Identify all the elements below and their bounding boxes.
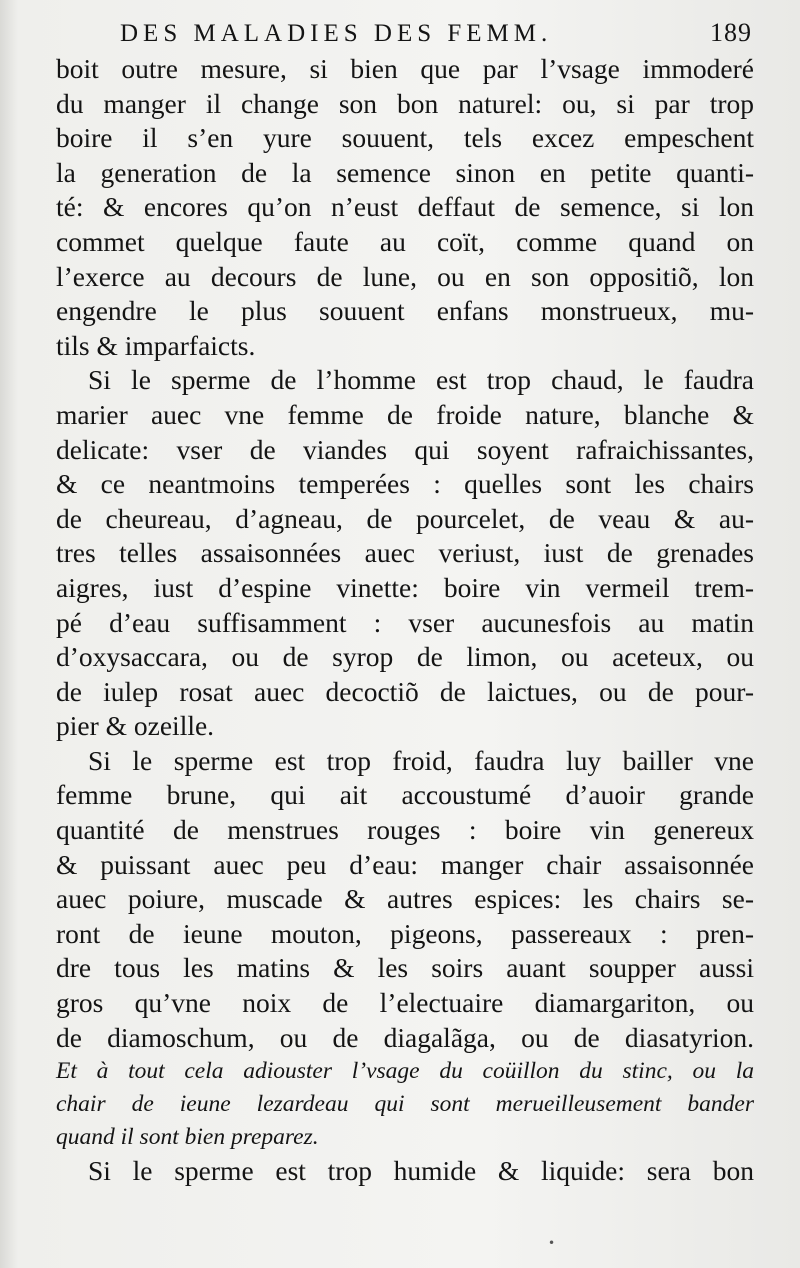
page-number: 189 [710, 18, 752, 47]
paragraph-3 [56, 744, 754, 1055]
italic-addition [56, 1055, 754, 1154]
text-line: d’oxysaccara, ou de syrop de limon, ou aceteux, ou [56, 641, 754, 673]
italic-text-line: Et à tout cela adiouster l’vsage du coüillon du stinc, ou la [56, 1058, 754, 1085]
text-line: femme brune, qui ait accoustumé d’auoir grande [56, 779, 754, 811]
print-mark-icon: • [548, 1236, 556, 1250]
italic-text-line: chair de ieune lezardeau qui sont merueilleusement bander [56, 1091, 754, 1118]
text-line: tils & imparfaicts. [56, 329, 256, 361]
text-line: aigres, iust d’espine vinette: boire vin vermeil trem- [56, 571, 754, 603]
text-line: marier auec vne femme de froide nature, blanche & [56, 398, 754, 430]
text-line: boire il s’en yure souuent, tels excez empeschent [56, 122, 754, 154]
text-line: Si le sperme est trop froid, faudra luy bailler vne [88, 744, 754, 776]
text-line: l’exerce au decours de lune, ou en son oppositiõ, lon [56, 260, 754, 292]
text-line: & ce neantmoins temperées : quelles sont les chairs [56, 468, 754, 500]
text-line: dre tous les matins & les soirs auant soupper aussi [56, 952, 754, 984]
text-line: engendre le plus souuent enfans monstrueux, mu- [56, 295, 754, 327]
text-line: du manger il change son bon naturel: ou, si par trop [56, 87, 754, 119]
text-line: gros qu’vne noix de l’electuaire diamargariton, ou [56, 987, 754, 1019]
text-line: quantité de menstrues rouges : boire vin genereux [56, 814, 754, 846]
paragraph-2 [56, 363, 754, 744]
text-line: pé d’eau suffisamment : vser aucunesfois au matin [56, 606, 754, 638]
text-line: tres telles assaisonnées auec veriust, iust de grenades [56, 537, 754, 569]
text-line: & puissant auec peu d’eau: manger chair assaisonnée [56, 848, 754, 880]
text-line: de cheureau, d’agneau, de pourcelet, de veau & au- [56, 502, 754, 534]
text-line: Si le sperme de l’homme est trop chaud, le faudra [88, 364, 754, 396]
text-line: auec poiure, muscade & autres espices: les chairs se- [56, 883, 754, 915]
text-line: Si le sperme est trop humide & liquide: sera bon [88, 1155, 754, 1187]
italic-text-line: quand il sont bien preparez. [56, 1124, 319, 1151]
text-line: la generation de la semence sinon en petite quanti- [56, 156, 754, 188]
text-line: té: & encores qu’on n’eust deffaut de semence, si lon [56, 191, 754, 223]
paragraph-1 [56, 52, 754, 363]
text-line: de diamoschum, ou de diagalãga, ou de diasatyrion. [56, 1021, 754, 1053]
text-line: de iulep rosat auec decoctiõ de laictues, ou de pour- [56, 675, 754, 707]
text-line: boit outre mesure, si bien que par l’vsage immoderé [56, 53, 754, 84]
body-text [56, 52, 754, 1189]
page-header [56, 18, 754, 52]
paragraph-4 [56, 1154, 754, 1189]
text-line: ront de ieune mouton, pigeons, passereaux : pren- [56, 917, 754, 949]
text-line: delicate: vser de viandes qui soyent rafraichissantes, [56, 433, 754, 465]
running-title: DES MALADIES DES FEMM. [120, 20, 553, 47]
text-line: pier & ozeille. [56, 710, 215, 742]
text-line: commet quelque faute au coït, comme quand on [56, 225, 754, 257]
